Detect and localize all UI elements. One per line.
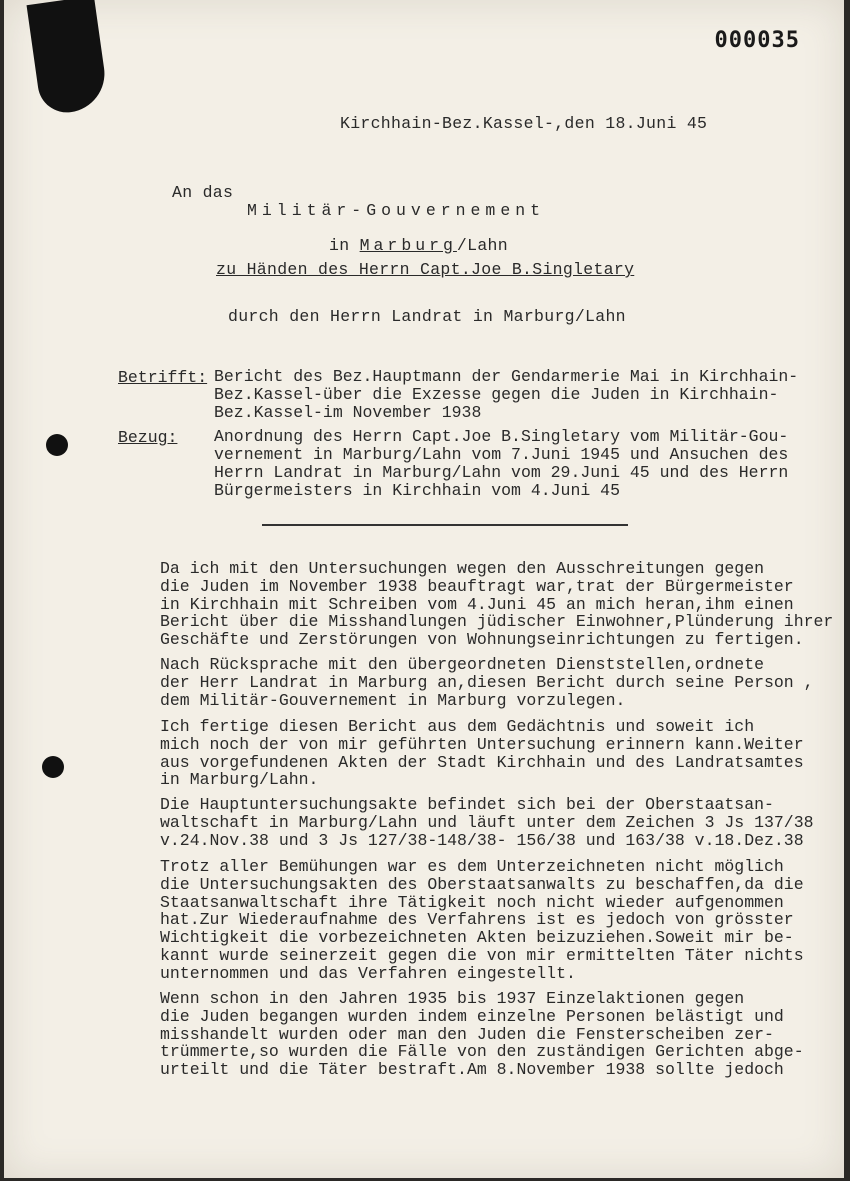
address-city-rest: /Lahn: [456, 236, 508, 255]
torn-corner: [27, 0, 110, 116]
document-number: 000035: [714, 28, 800, 53]
betrifft-label: Betrifft:: [118, 368, 208, 387]
bezug-text: Anordnung des Herrn Capt.Joe B.Singletary vom Militär-Gou- vernement in Marburg/Lahn vom 7.Juni 1945 und Ansuchen des Herrn Landrat in Marburg/Lahn vom 29.Juni 45 und des Herrn Bürgermeisters in Kirchhain vom 4.Juni 45: [214, 427, 789, 500]
address-line-3: [329, 236, 508, 255]
paragraph-3: Ich fertige diesen Bericht aus dem Gedächtnis und soweit ich mich noch der von mir geführten Untersuchung erinnern kann.Weiter aus vorgefundenen Akten der Stadt Kirchhain und des Landratsamtes in Marburg/Lahn.: [160, 717, 804, 790]
betrifft-text: Bericht des Bez.Hauptmann der Gendarmerie Mai in Kirchhain- Bez.Kassel-über die Exzesse gegen die Juden in Kirchhain- Bez.Kassel-im November 1938: [214, 367, 799, 422]
address-line-2: Militär-Gouvernement: [247, 201, 546, 220]
paragraph-6: Wenn schon in den Jahren 1935 bis 1937 Einzelaktionen gegen die Juden begangen wurden indem einzelne Personen belästigt und misshandelt wurden oder man den Juden die Fensterscheiben zer- trümmerte,so wurden die Fälle von den zuständigen Gerichten abge- urteilt und die Täter bestraft.Am 8.November 1938 sollte jedoch: [160, 989, 804, 1080]
document-page: [4, 0, 844, 1178]
address-line-5: durch den Herrn Landrat in Marburg/Lahn: [228, 307, 626, 326]
place-date: Kirchhain-Bez.Kassel-,den 18.Juni 45: [340, 114, 708, 133]
address-in: in: [329, 236, 360, 255]
paragraph-5: Trotz aller Bemühungen war es dem Unterzeichneten nicht möglich die Untersuchungsakten des Oberstaatsanwalts zu beschaffen,da die Staatsanwaltschaft ihre Tätigkeit noch nicht wieder aufgenommen hat.Zur Wiederaufnahme des Verfahrens ist es jedoch von grösster Wichtigkeit die vorbezeichneten Akten beizuziehen.Soweit mir be- kannt wurde seinerzeit gegen die von mir ermittelten Täter nichts unternommen und das Verfahren eingestellt.: [160, 857, 804, 983]
paragraph-2: Nach Rücksprache mit den übergeordneten Dienststellen,ordnete der Herr Landrat in Marburg an,diesen Bericht durch seine Person , dem Militär-Gouvernement in Marburg vorzulegen.: [160, 655, 814, 710]
separator-rule: [262, 524, 628, 526]
address-line-1: An das: [172, 183, 234, 202]
punch-hole-bottom: [42, 756, 64, 778]
punch-hole-top: [46, 434, 68, 456]
paragraph-1: Da ich mit den Untersuchungen wegen den Ausschreitungen gegen die Juden im November 1938 beauftragt war,trat der Bürgermeister in Kirchhain mit Schreiben vom 4.Juni 45 an mich heran,ihm einen Bericht über die Misshandlungen jüdischer Einwohner,Plünderung ihrer Geschäfte und Zerstörungen von Wohnungseinrichtungen zu fertigen.: [160, 559, 834, 650]
paragraph-4: Die Hauptuntersuchungsakte befindet sich bei der Oberstaatsan- waltschaft in Marburg/Lahn und läuft unter dem Zeichen 3 Js 137/38 v.24.Nov.38 und 3 Js 127/38-148/38- 156/38 und 163/38 v.18.Dez.38: [160, 795, 814, 850]
address-line-4: zu Händen des Herrn Capt.Joe B.Singletary: [216, 260, 635, 279]
bezug-label: Bezug:: [118, 428, 178, 447]
address-city: Marburg: [359, 236, 457, 255]
